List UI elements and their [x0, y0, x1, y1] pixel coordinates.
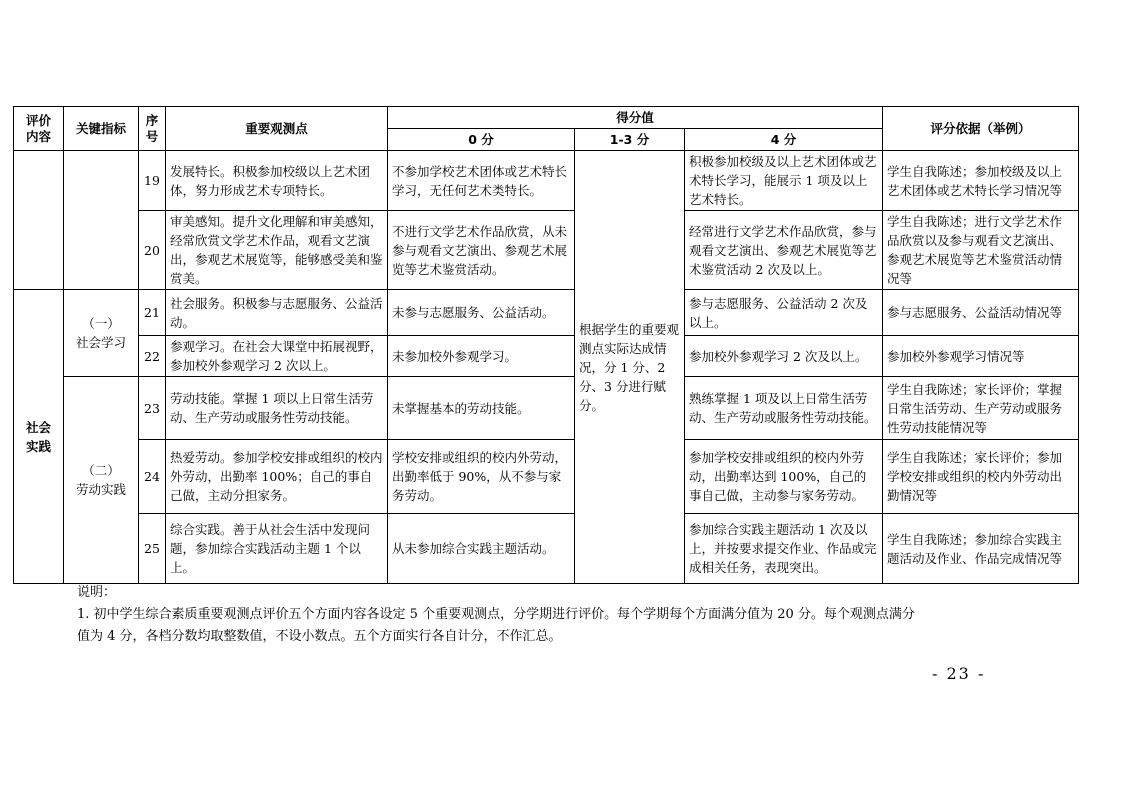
header-score-group: 得分值 — [388, 107, 883, 129]
score-4-cell: 经常进行文学艺术作品欣赏，参与观看文艺演出、参观艺术展览等艺术鉴赏活动 2 次及以上。 — [685, 211, 883, 290]
observation-cell: 热爱劳动。参加学校安排或组织的校内外劳动，出勤率 100%；自己的事自己做，主动分担家务。 — [166, 440, 388, 514]
notes-section — [77, 582, 1057, 648]
basis-cell: 学生自我陈述；进行文学艺术作品欣赏以及参与观看文艺演出、参观艺术展览等艺术鉴赏活动情况等 — [883, 211, 1079, 290]
category-social-practice: 社会 实践 — [14, 290, 64, 584]
basis-cell: 学生自我陈述；参加综合实践主题活动及作业、作品完成情况等 — [883, 514, 1079, 584]
seq-cell: 24 — [139, 440, 166, 514]
notes-item-1-line-1: 1. 初中学生综合素质重要观测点评价五个方面内容各设定 5 个重要观测点，分学期进行评价。每个学期每个方面满分值为 20 分。每个观测点满分 — [77, 607, 915, 622]
evaluation-table — [13, 106, 1079, 584]
header-basis: 评分依据（举例） — [883, 107, 1079, 151]
header-observation: 重要观测点 — [166, 107, 388, 151]
table-row — [14, 151, 1079, 211]
table-row — [14, 514, 1079, 584]
observation-cell: 发展特长。积极参加校级以上艺术团体，努力形成艺术专项特长。 — [166, 151, 388, 211]
indicator-social-learning: （一） 社会学习 — [64, 290, 139, 377]
seq-cell: 22 — [139, 336, 166, 377]
basis-cell: 参与志愿服务、公益活动情况等 — [883, 290, 1079, 336]
header-seq: 序 号 — [139, 107, 166, 151]
score-4-cell: 积极参加校级及以上艺术团体或艺术特长学习，能展示 1 项及以上艺术特长。 — [685, 151, 883, 211]
table-row — [14, 211, 1079, 290]
score-0-cell: 不进行文学艺术作品欣赏，从未参与观看文艺演出、参观艺术展览等艺术鉴赏活动。 — [388, 211, 575, 290]
page-number: - 23 - — [932, 664, 986, 683]
basis-cell: 参加校外参观学习情况等 — [883, 336, 1079, 377]
table-row — [14, 440, 1079, 514]
header-score-4: 4 分 — [685, 129, 883, 151]
header-category: 评价 内容 — [14, 107, 64, 151]
seq-cell: 23 — [139, 377, 166, 440]
score-0-cell: 未参与志愿服务、公益活动。 — [388, 290, 575, 336]
basis-cell: 学生自我陈述；参加校级及以上艺术团体或艺术特长学习情况等 — [883, 151, 1079, 211]
seq-cell: 21 — [139, 290, 166, 336]
basis-cell: 学生自我陈述；家长评价；掌握日常生活劳动、生产劳动或服务性劳动技能情况等 — [883, 377, 1079, 440]
header-score-1-3: 1-3 分 — [575, 129, 685, 151]
table-row — [14, 377, 1079, 440]
header-indicator: 关键指标 — [64, 107, 139, 151]
observation-cell: 审美感知。提升文化理解和审美感知，经常欣赏文学艺术作品，观看文艺演出，参观艺术展览等，能够感受美和鉴赏美。 — [166, 211, 388, 290]
seq-cell: 19 — [139, 151, 166, 211]
score-0-cell: 不参加学校艺术团体或艺术特长学习，无任何艺术类特长。 — [388, 151, 575, 211]
observation-cell: 劳动技能。掌握 1 项以上日常生活劳动、生产劳动或服务性劳动技能。 — [166, 377, 388, 440]
score-0-cell: 未掌握基本的劳动技能。 — [388, 377, 575, 440]
score-0-cell: 学校安排或组织的校内外劳动，出勤率低于 90%，从不参与家务劳动。 — [388, 440, 575, 514]
indicator-labor-practice: （二） 劳动实践 — [64, 377, 139, 584]
category-cell-continued — [14, 151, 64, 290]
table-row — [14, 290, 1079, 336]
score-4-cell: 参加学校安排或组织的校内外劳动，出勤率达到 100%，自己的事自己做，主动参与家务劳动。 — [685, 440, 883, 514]
notes-heading: 说明： — [77, 585, 117, 600]
score-0-cell: 从未参加综合实践主题活动。 — [388, 514, 575, 584]
score-4-cell: 参加校外参观学习 2 次及以上。 — [685, 336, 883, 377]
observation-cell: 社会服务。积极参与志愿服务、公益活动。 — [166, 290, 388, 336]
seq-cell: 25 — [139, 514, 166, 584]
notes-item-1-line-2: 值为 4 分，各档分数均取整数值，不设小数点。五个方面实行各自计分，不作汇总。 — [77, 629, 562, 644]
table-row — [14, 336, 1079, 377]
seq-cell: 20 — [139, 211, 166, 290]
basis-cell: 学生自我陈述；家长评价；参加学校安排或组织的校内外劳动出勤情况等 — [883, 440, 1079, 514]
score-1-3-shared-cell: 根据学生的重要观测点实际达成情况，分 1 分、2 分、3 分进行赋分。 — [575, 151, 685, 584]
score-4-cell: 参加综合实践主题活动 1 次及以上，并按要求提交作业、作品或完成相关任务，表现突出。 — [685, 514, 883, 584]
header-score-0: 0 分 — [388, 129, 575, 151]
score-4-cell: 熟练掌握 1 项及以上日常生活劳动、生产劳动或服务性劳动技能。 — [685, 377, 883, 440]
observation-cell: 综合实践。善于从社会生活中发现问题，参加综合实践活动主题 1 个以上。 — [166, 514, 388, 584]
observation-cell: 参观学习。在社会大课堂中拓展视野，参加校外参观学习 2 次以上。 — [166, 336, 388, 377]
score-4-cell: 参与志愿服务、公益活动 2 次及以上。 — [685, 290, 883, 336]
indicator-cell-continued — [64, 151, 139, 290]
score-0-cell: 未参加校外参观学习。 — [388, 336, 575, 377]
